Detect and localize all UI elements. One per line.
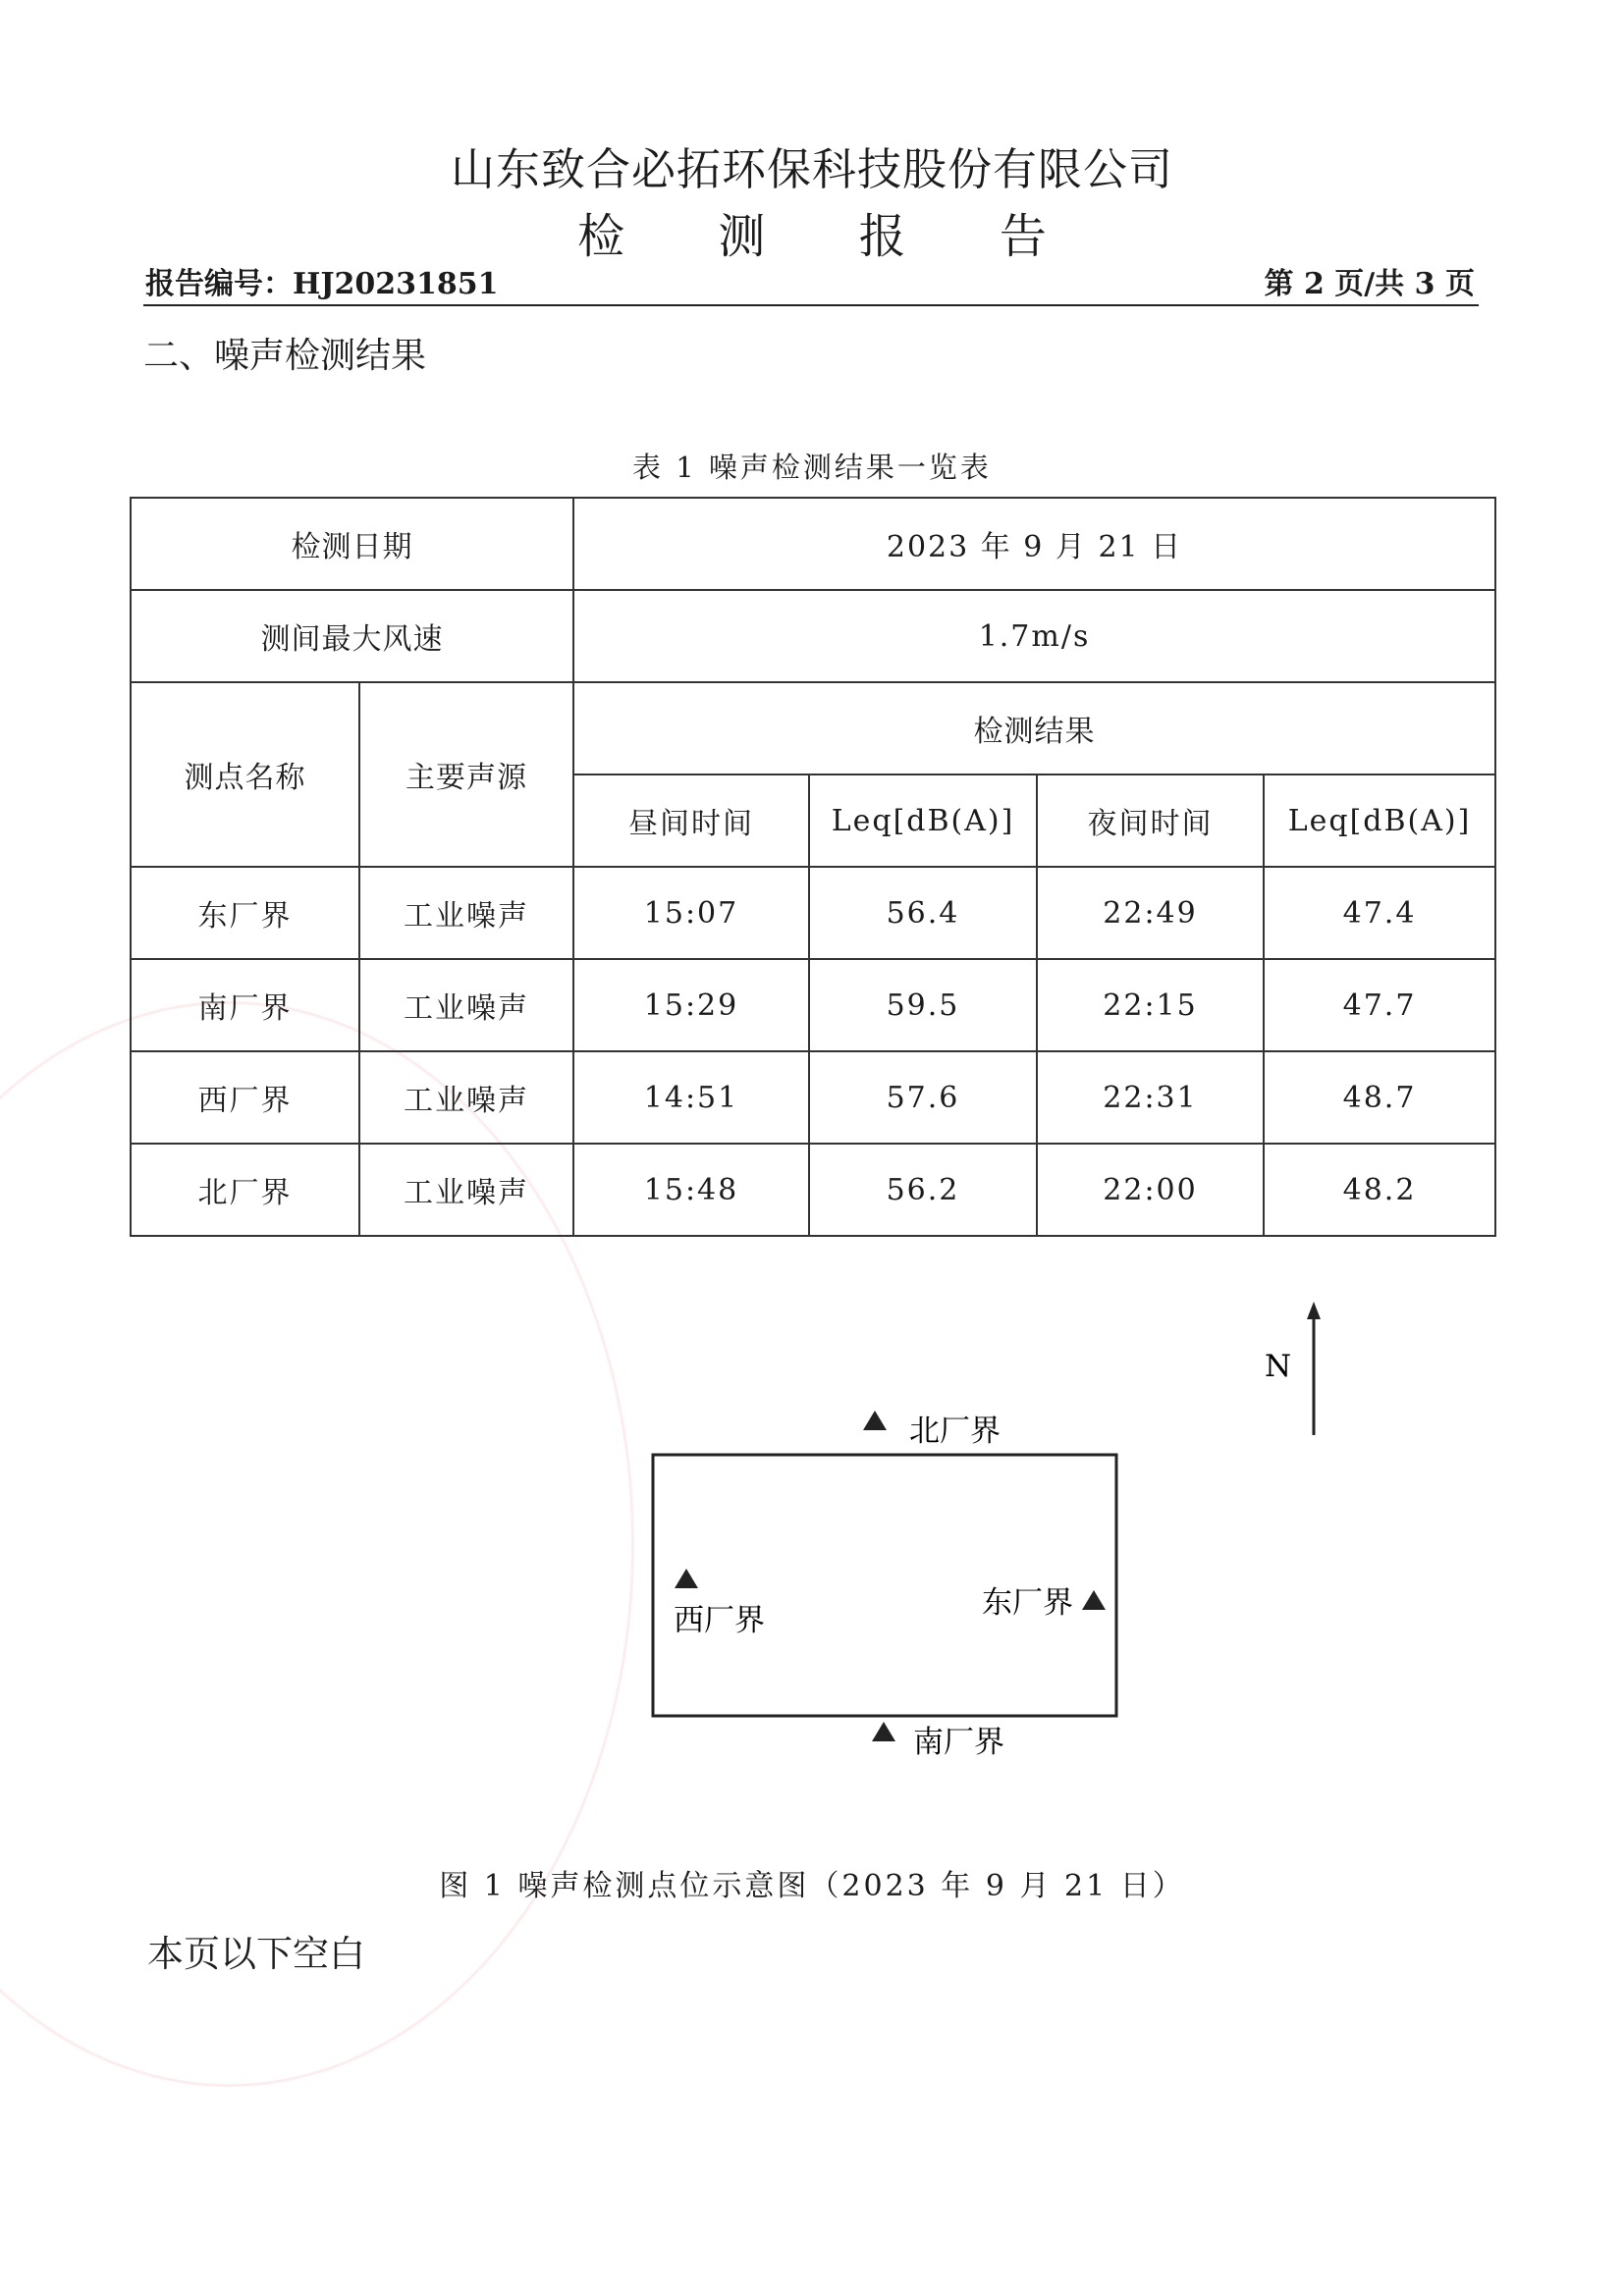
day-leq: 57.6 (809, 1051, 1037, 1144)
company-name: 山东致合必拓环保科技股份有限公司 (450, 143, 1173, 195)
south-point-label: 南厂界 (913, 1725, 1004, 1760)
day-leq: 56.4 (809, 867, 1037, 959)
noise-source: 工业噪声 (359, 1051, 573, 1144)
col-point-header: 测点名称 (131, 682, 359, 867)
noise-source: 工业噪声 (359, 959, 573, 1051)
date-label: 检测日期 (131, 498, 573, 590)
blank-page-note: 本页以下空白 (147, 1933, 365, 1975)
west-point-triangle-icon (675, 1569, 698, 1588)
night-leq: 47.7 (1264, 959, 1495, 1051)
day-time: 14:51 (573, 1051, 809, 1144)
night-leq: 48.2 (1264, 1144, 1495, 1236)
day-time: 15:48 (573, 1144, 809, 1236)
night-leq: 48.7 (1264, 1051, 1495, 1144)
night-time: 22:15 (1037, 959, 1264, 1051)
wind-label: 测间最大风速 (131, 590, 573, 682)
day-leq: 56.2 (809, 1144, 1037, 1236)
wind-value: 1.7m/s (573, 590, 1495, 682)
east-point-triangle-icon (1082, 1590, 1106, 1610)
table-caption: 表 1 噪声检测结果一览表 (632, 451, 992, 484)
figure-caption: 图 1 噪声检测点位示意图（2023 年 9 月 21 日） (439, 1869, 1185, 1903)
date-value: 2023 年 9 月 21 日 (573, 498, 1495, 590)
day-time: 15:07 (573, 867, 809, 959)
col-source-header: 主要声源 (359, 682, 573, 867)
west-point-label: 西厂界 (674, 1603, 765, 1638)
point-name: 北厂界 (131, 1144, 359, 1236)
south-point-triangle-icon (872, 1722, 895, 1741)
north-label: N (1265, 1349, 1292, 1384)
section-title: 二、噪声检测结果 (143, 336, 427, 376)
day-leq: 59.5 (809, 959, 1037, 1051)
point-name: 西厂界 (131, 1051, 359, 1144)
north-point-label: 北厂界 (909, 1414, 1001, 1449)
north-point-triangle-icon (863, 1411, 887, 1430)
page-indicator: 第 2 页/共 3 页 (1264, 267, 1475, 301)
noise-source: 工业噪声 (359, 1144, 573, 1236)
report-number: 报告编号：HJ20231851 (145, 267, 499, 301)
col-day-leq-header: Leq[dB(A)] (809, 774, 1037, 867)
night-time: 22:31 (1037, 1051, 1264, 1144)
document-title: 检 测 报 告 (577, 209, 1086, 264)
col-day-time-header: 昼间时间 (573, 774, 809, 867)
night-time: 22:49 (1037, 867, 1264, 959)
col-night-time-header: 夜间时间 (1037, 774, 1264, 867)
point-name: 东厂界 (131, 867, 359, 959)
col-result-header: 检测结果 (573, 682, 1495, 774)
point-name: 南厂界 (131, 959, 359, 1051)
north-arrow-head-icon (1307, 1302, 1321, 1319)
day-time: 15:29 (573, 959, 809, 1051)
night-time: 22:00 (1037, 1144, 1264, 1236)
noise-source: 工业噪声 (359, 867, 573, 959)
night-leq: 47.4 (1264, 867, 1495, 959)
col-night-leq-header: Leq[dB(A)] (1264, 774, 1495, 867)
east-point-label: 东厂界 (982, 1585, 1073, 1621)
